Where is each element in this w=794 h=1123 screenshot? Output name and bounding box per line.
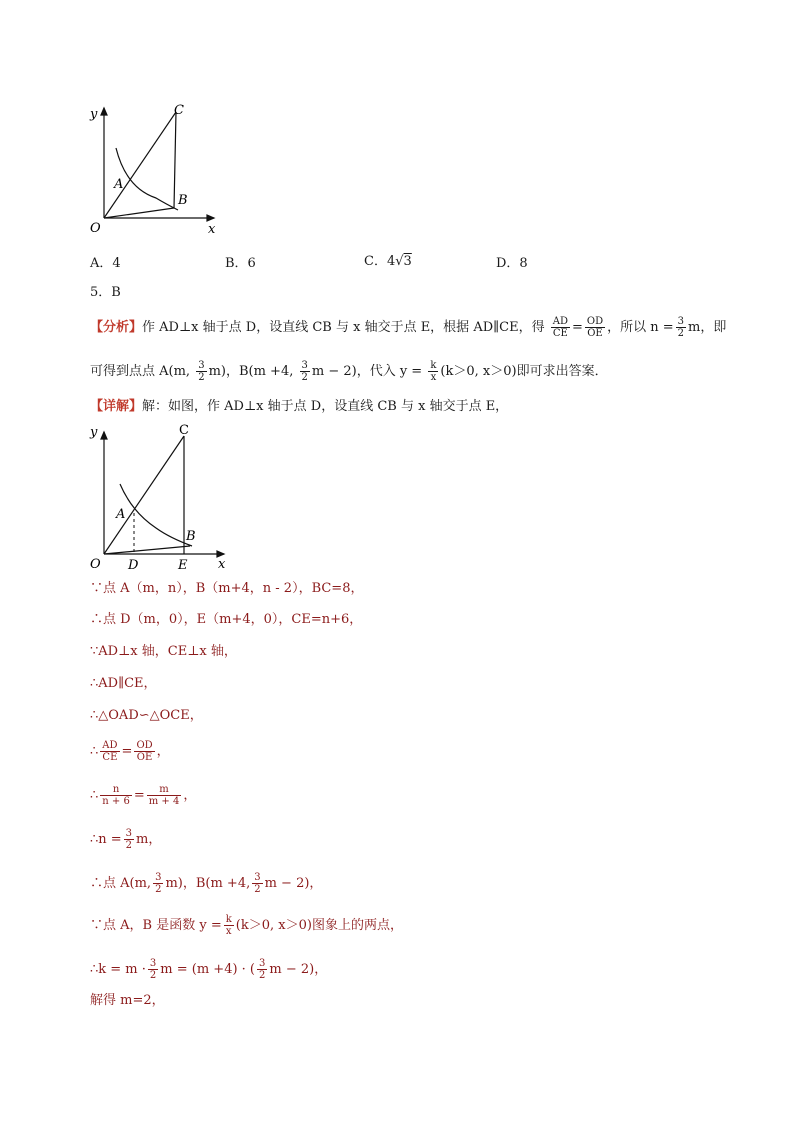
detail-line [90,398,508,416]
analysis-line-2: 可得到点点 A(m, $\frac{3}{2}$ m)，B(m +4, $\frac{3}{2}$ m − 2)，代入 y = $\frac{k}{x}$ (k＞0, x＞0)即可求出答案． [90,360,608,383]
option-c-radicand: 3 [403,254,412,269]
step-9: ∴点 A(m, $\frac{3}{2}$ m)，B(m +4, $\frac{3}{2}$ m − 2)， [90,872,323,895]
fraction-3-2: $\frac{3}{2}$ [677,316,684,339]
detail-tag: 【详解】 [90,399,143,414]
step-1: ∵点 A（m，n），B（m+4，n - 2），BC=8， [90,581,364,596]
fig2-y: y [90,425,98,440]
option-a: A．4 [90,256,121,271]
fig1-B: B [178,193,188,208]
step-10: ∵点 A，B 是函数 y = $\frac{k}{x}$ (k＞0, x＞0)图象上的两点， [90,914,403,937]
fraction-k-x: $\frac{k}{x}$ [430,360,437,383]
fraction-od-oe: $\frac{OD}{OE}$ [586,316,604,339]
step-2: ∴点 D（m，0），E（m+4，0），CE=n+6， [90,612,363,627]
option-b: B．6 [225,256,256,271]
sqrt-icon: √ [395,254,404,269]
option-c [364,250,412,269]
step-3: ∵AD⊥x 轴，CE⊥x 轴， [90,644,237,659]
fig2-C: C [179,423,189,438]
analysis-text-2: ，所以 n = [607,320,674,335]
fig1-x: x [208,222,216,237]
fig1-A: A [114,177,124,192]
detail-text: 解：如图，作 AD⊥x 轴于点 D，设直线 CB 与 x 轴交于点 E， [142,399,509,414]
step-4: ∴AD∥CE， [90,676,157,691]
step-8: ∴n = $\frac{3}{2}$ m， [90,828,162,851]
step-11: ∴k = m · $\frac{3}{2}$ m = (m +4) · ( $\frac{3}{2}$ m − 2)， [90,958,328,981]
option-c-prefix: C． [364,254,387,269]
fig2-D: D [128,558,139,573]
fraction-3-2-b: $\frac{3}{2}$ [198,360,205,383]
analysis-text-1: 作 AD⊥x 轴于点 D，设直线 CB 与 x 轴交于点 E，根据 AD∥CE，得 [142,320,545,335]
figure-1 [86,98,226,238]
option-c-value: 4 [386,254,396,269]
answer [90,284,121,302]
fig2-B: B [186,529,196,544]
fig2-A: A [116,507,126,522]
analysis-text-3: m，即 [688,320,727,335]
fig1-O: O [90,221,101,236]
analysis-tag: 【分析】 [90,320,143,335]
option-d: D．8 [496,256,528,271]
fig1-C: C [174,103,184,118]
answer-label: 5．B [90,285,121,300]
step-7: ∴ $\frac{n}{n + 6}$ = $\frac{m}{m + 4}$ ， [90,784,197,807]
fraction-ad-ce: $\frac{AD}{CE}$ [552,316,568,339]
fig1-y: y [90,107,98,122]
fig2-E: E [178,558,188,573]
analysis-line-1: 【分析】作 AD⊥x 轴于点 D，设直线 CB 与 x 轴交于点 E，根据 AD∥CE，得 $\frac{AD}{CE}$ = $\frac{OD}{OE}$ ，所以 n = $\frac{3}{2}$ m，即 [90,316,727,339]
step-5: ∴△OAD∽△OCE， [90,708,203,723]
fig2-O: O [90,557,101,572]
step-12: 解得 m=2， [90,993,165,1008]
fig2-x: x [218,557,226,572]
step-6: ∴ $\frac{AD}{CE}$ = $\frac{OD}{OE}$ ， [90,740,170,763]
fraction-3-2-c: $\frac{3}{2}$ [301,360,308,383]
figure-2 [86,420,236,575]
